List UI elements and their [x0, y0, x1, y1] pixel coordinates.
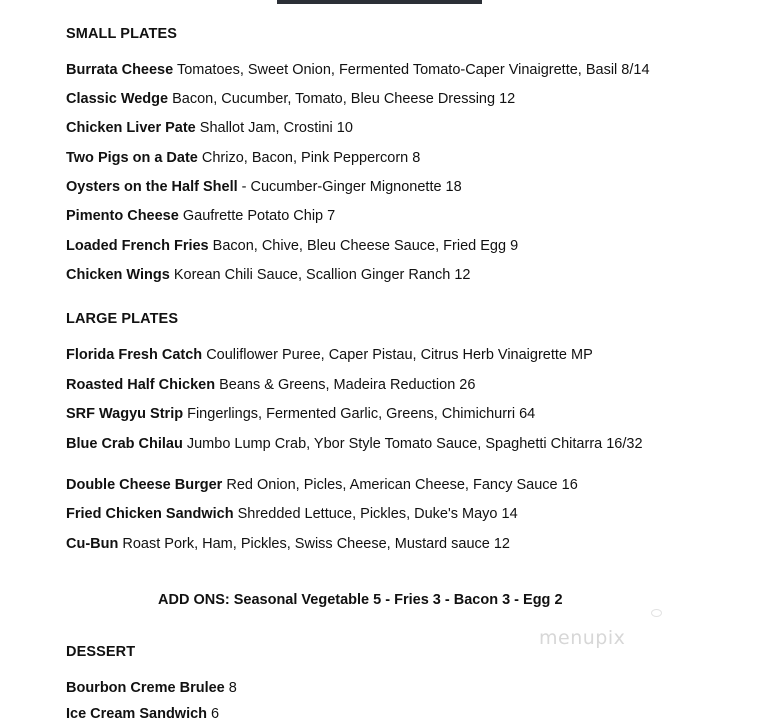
menu-item-description: 8 [224, 680, 237, 696]
menu-item-name: Ice Cream Sandwich [66, 706, 208, 722]
small-plates-heading: SMALL PLATES [66, 26, 178, 42]
menu-item-name: Fried Chicken Sandwich [66, 506, 234, 522]
menu-item-description: Bacon, Cucumber, Tomato, Bleu Cheese Dressing 12 [168, 91, 516, 107]
menu-item-name: Blue Crab Chilau [66, 436, 183, 452]
menu-item-name: Florida Fresh Catch [66, 347, 203, 363]
watermark-ornament [651, 609, 662, 617]
menu-item [66, 435, 643, 453]
menu-item-description: Couliflower Puree, Caper Pistau, Citrus Herb Vinaigrette MP [202, 347, 593, 363]
menu-item-description: Red Onion, Picles, American Cheese, Fancy Sauce 16 [222, 477, 578, 493]
menu-item-name: Roasted Half Chicken [66, 377, 216, 393]
menu-item [66, 476, 578, 494]
menu-item-name: Chicken Wings [66, 267, 170, 283]
menu-item-description: Shallot Jam, Crostini 10 [195, 120, 353, 136]
menu-item [66, 376, 475, 394]
large-plates-heading: LARGE PLATES [66, 311, 179, 327]
add-ons-line: ADD ONS: Seasonal Vegetable 5 - Fries 3 - Bacon 3 - Egg 2 [158, 592, 563, 608]
menu-item-name: Loaded French Fries [66, 238, 209, 254]
menu-item [66, 705, 219, 723]
menu-item-description: Beans & Greens, Madeira Reduction 26 [215, 377, 476, 393]
menu-item-name: Classic Wedge [66, 91, 169, 107]
menu-item [66, 90, 515, 108]
menu-item-name: Oysters on the Half Shell [66, 179, 238, 195]
dessert-heading: DESSERT [66, 644, 136, 660]
menu-item [66, 505, 518, 523]
header-image-strip [277, 0, 482, 4]
menu-item-description: Roast Pork, Ham, Pickles, Swiss Cheese, Mustard sauce 12 [118, 536, 510, 552]
menu-item-name: Double Cheese Burger [66, 477, 223, 493]
menu-item-description: - Cucumber-Ginger Mignonette 18 [237, 179, 462, 195]
menu-item-description: Jumbo Lump Crab, Ybor Style Tomato Sauce, Spaghetti Chitarra 16/32 [182, 436, 643, 452]
menu-item [66, 119, 353, 137]
menu-item-description: Korean Chili Sauce, Scallion Ginger Ranch 12 [169, 267, 471, 283]
menu-item [66, 535, 510, 553]
menu-item-name: Bourbon Creme Brulee [66, 680, 225, 696]
menu-item-name: Pimento Cheese [66, 208, 179, 224]
menu-item [66, 237, 518, 255]
menu-item [66, 61, 650, 79]
menu-item [66, 679, 237, 697]
watermark: menupix [539, 627, 626, 649]
menu-item-name: Two Pigs on a Date [66, 150, 198, 166]
menu-item [66, 178, 462, 196]
menu-item-description: Bacon, Chive, Bleu Cheese Sauce, Fried Egg 9 [208, 238, 519, 254]
menu-item-description: Chrizo, Bacon, Pink Peppercorn 8 [197, 150, 421, 166]
menu-item-description: 6 [207, 706, 220, 722]
menu-item-name: Burrata Cheese [66, 62, 174, 78]
menu-item-name: Cu-Bun [66, 536, 119, 552]
menu-item [66, 405, 535, 423]
menu-item [66, 346, 593, 364]
menu-item [66, 207, 335, 225]
menu-item-description: Tomatoes, Sweet Onion, Fermented Tomato-Caper Vinaigrette, Basil 8/14 [173, 62, 650, 78]
menu-item-description: Fingerlings, Fermented Garlic, Greens, Chimichurri 64 [183, 406, 536, 422]
menu-item-name: Chicken Liver Pate [66, 120, 196, 136]
menu-item-description: Gaufrette Potato Chip 7 [178, 208, 336, 224]
menu-item-name: SRF Wagyu Strip [66, 406, 184, 422]
menu-item-description: Shredded Lettuce, Pickles, Duke's Mayo 14 [233, 506, 518, 522]
menu-item [66, 266, 470, 284]
menu-item [66, 149, 420, 167]
